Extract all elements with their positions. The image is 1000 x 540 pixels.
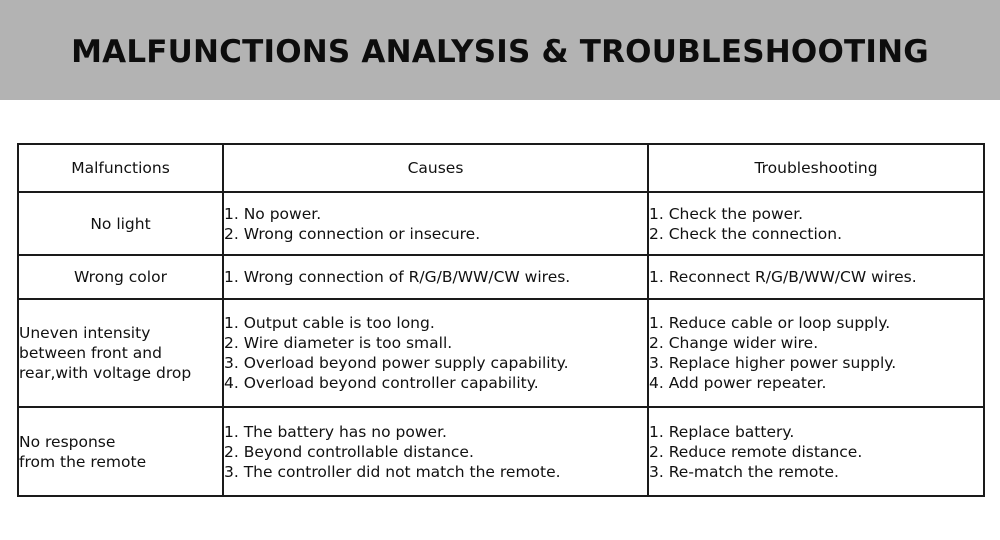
causes-cell bbox=[223, 255, 648, 299]
cause-item: 3. Overload beyond power supply capability. bbox=[224, 354, 569, 372]
fix-item: 3. Re-match the remote. bbox=[649, 462, 839, 481]
troubleshooting-cell bbox=[648, 192, 984, 255]
malfunction-text: from the remote bbox=[19, 452, 147, 471]
cause-item: 1. Wrong connection of R/G/B/WW/CW wires. bbox=[224, 268, 571, 286]
table-header-row bbox=[18, 144, 984, 192]
fix-item: 1. Reduce cable or loop supply. bbox=[649, 314, 891, 332]
fix-item: 2. Change wider wire. bbox=[649, 334, 819, 352]
cause-item: 1. Output cable is too long. bbox=[224, 314, 435, 332]
fix-item: 3. Replace higher power supply. bbox=[649, 354, 897, 372]
fix-item: 2. Check the connection. bbox=[649, 224, 843, 243]
cause-item: 1. No power. bbox=[224, 204, 322, 223]
table-row bbox=[18, 299, 984, 407]
table-row bbox=[18, 192, 984, 255]
malfunction-text: Uneven intensity bbox=[19, 324, 151, 342]
cause-item: 1. The battery has no power. bbox=[224, 422, 447, 441]
header-band bbox=[0, 0, 1000, 100]
fix-item: 1. Reconnect R/G/B/WW/CW wires. bbox=[649, 268, 917, 286]
table-row bbox=[18, 407, 984, 496]
troubleshooting-cell bbox=[648, 255, 984, 299]
causes-cell bbox=[223, 299, 648, 407]
fix-item: 1. Check the power. bbox=[649, 204, 804, 223]
malfunction-text: No response bbox=[19, 432, 116, 451]
cause-item: 2. Wire diameter is too small. bbox=[224, 334, 453, 352]
page-title: MALFUNCTIONS ANALYSIS & TROUBLESHOOTING bbox=[71, 34, 929, 70]
column-header-troubleshooting: Troubleshooting bbox=[648, 144, 984, 192]
cause-item: 3. The controller did not match the remote. bbox=[224, 462, 561, 481]
fix-item: 4. Add power repeater. bbox=[649, 374, 827, 392]
malfunction-text: Wrong color bbox=[74, 268, 167, 286]
causes-cell bbox=[223, 192, 648, 255]
fix-item: 2. Reduce remote distance. bbox=[649, 442, 863, 461]
cause-item: 2. Beyond controllable distance. bbox=[224, 442, 474, 461]
malfunction-cell bbox=[18, 407, 223, 496]
fix-item: 1. Replace battery. bbox=[649, 422, 795, 441]
malfunction-cell bbox=[18, 192, 223, 255]
troubleshooting-cell bbox=[648, 299, 984, 407]
malfunction-text: No light bbox=[90, 214, 151, 233]
malfunction-cell bbox=[18, 255, 223, 299]
column-header-causes: Causes bbox=[223, 144, 648, 192]
cause-item: 4. Overload beyond controller capability. bbox=[224, 374, 539, 392]
malfunction-cell bbox=[18, 299, 223, 407]
column-header-malfunctions: Malfunctions bbox=[18, 144, 223, 192]
table-row bbox=[18, 255, 984, 299]
troubleshooting-table bbox=[17, 143, 985, 497]
causes-cell bbox=[223, 407, 648, 496]
malfunction-text: rear,with voltage drop bbox=[19, 364, 192, 382]
cause-item: 2. Wrong connection or insecure. bbox=[224, 224, 481, 243]
troubleshooting-cell bbox=[648, 407, 984, 496]
malfunction-text: between front and bbox=[19, 344, 162, 362]
